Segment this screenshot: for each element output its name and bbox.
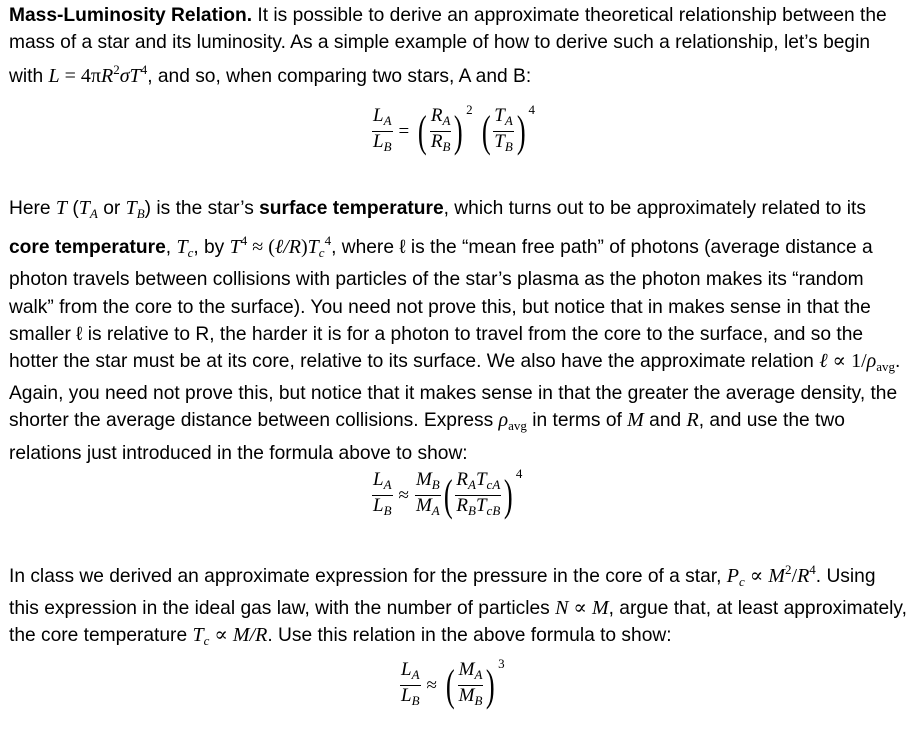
p2-text: is the star’s: [151, 198, 260, 219]
p3-text: In class we derived an approximate expression for the pressure in the core of a star,: [9, 566, 727, 587]
pressure-paragraph: In class we derived an approximate expression for the pressure in the core of a star, $P_c \propto M^2/R^4$. Using this expression in the ideal gas law, with the number of particles N ∝ M, argue that, at least approximately, the core temperature $T_c \propto M/R$. Use this relation in the above formula to show:: [9, 562, 907, 649]
section-heading: Mass-Luminosity Relation.: [9, 5, 253, 26]
intro-paragraph: Mass-Luminosity Relation. It is possible to derive an approximate theoretical relationship between the mass of a star and its luminosity. As a simple example of how to derive such a relationship, let’s begin with $L = 4\pi R^2\sigma T^4$, and so, when comparing two stars, A and B:: [9, 5, 887, 88]
temperature-paragraph: Here T ($T_A$ or $T_B$) is the star’s surface temperature, which turns out to be approximately related to its core temperature, $T_c$, by $T^4$ ≈ $(\ell/R)T_c^4$, where ℓ is the “mean free path” of photons (average distance a photon travels between collisions with particles of the star’s plasma as the photon makes its “random walk” from the core to the surface). You need not prove this, but notice that in makes sense in that the smaller ℓ is relative to R, the harder it is for a photon to travel from the core to the surface, and so the hotter the star must be at its core, relative to its surface. We also have the approximate relation ℓ ∝ $1/\rho_{avg}$. Again, you need not prove this, but notice that it makes sense in that the greater the average density, the shorter the average distance between collisions. Express $\rho_{avg}$ in terms of M and R, and use the two relations just introduced in the formula above to show:: [9, 197, 901, 464]
core-temperature-term: core temperature: [9, 237, 166, 259]
lhs-fraction: $\frac{L_A}{L_B}$: [372, 106, 393, 157]
p3-text: , argue that, at least approximately, the core temperature: [9, 598, 907, 647]
lhs-fraction: $\frac{L_A}{L_B}$: [372, 470, 393, 521]
mass-ratio: $\frac{M_B}{M_A}$: [415, 470, 441, 521]
intro-text-end: , and so, when comparing two stars, A and B:: [147, 66, 532, 88]
mass-exponent: 3: [498, 656, 505, 671]
p2-text: Here: [9, 198, 56, 219]
ratio-exponent: 4: [515, 466, 523, 481]
equals-sign: =: [398, 120, 410, 142]
radius-temp-ratio: $\frac{R_AT_{cA}}{R_BT_{cB}}$: [455, 470, 501, 521]
p2-text: in terms of: [526, 410, 628, 432]
p2-text: . Again, you need not prove this, but notice that it makes sense in that the greater the average density, the shorter the average distance between collisions. Express: [9, 351, 901, 432]
temperature-ratio: $\frac{T_A}{T_B}$: [493, 106, 514, 157]
p3-text: . Using this expression in the ideal gas law, with the number of particles: [9, 566, 876, 620]
surface-temperature-term: surface temperature: [259, 198, 444, 219]
radius-exponent: 2: [466, 102, 473, 117]
equation-luminosity-core-temp: $\frac{L_A}{L_B}$ ≈ $\frac{M_B}{M_A}$ ( $\frac{R_AT_{cA}}{R_BT_{cB}}$ ) 4: [373, 466, 523, 520]
luminosity-formula: L: [48, 65, 60, 88]
radius-ratio: $\frac{R_A}{R_B}$: [430, 106, 452, 157]
p2-text: , and use the two relations just introduced in the formula above to show:: [9, 410, 845, 464]
temperature-exponent: 4: [528, 102, 535, 117]
p2-text: , by: [193, 237, 230, 259]
lhs-fraction: $\frac{L_A}{L_B}$: [400, 660, 421, 711]
p2-text: and: [643, 410, 687, 432]
approx-sign: ≈: [426, 674, 437, 696]
p3-text: . Use this relation in the above formula to show:: [267, 625, 672, 647]
p2-text: , which turns out to be approximately related to its: [443, 198, 866, 219]
intro-text: It is possible to derive an approximate theoretical relationship between the mass of a star and its luminosity. As a simple example of how to derive such a relationship, let’s begin with: [9, 5, 887, 88]
equation-mass-luminosity: $\frac{L_A}{L_B}$ ≈ ( $\frac{M_A}{M_B}$ ) 3: [401, 656, 505, 710]
p2-text: , where ℓ is the “mean free path” of photons (average distance a photon travels between collisions with particles of the star’s plasma as the photon makes its “random walk” from the core to the surface). You need not prove this, but notice that in makes sense in that the smaller ℓ is relative to R, the harder it is for a photon to travel from the core to the surface, and so the hotter the star must be at its core, relative to its surface. We also have the approximate relation: [9, 237, 873, 373]
equation-luminosity-ratio: $\frac{L_A}{L_B}$ = ( $\frac{R_A}{R_B}$ ) 2 ( $\frac{T_A}{T_B}$ ) 4: [373, 102, 535, 156]
approx-sign: ≈: [398, 484, 409, 506]
mass-ratio: $\frac{M_A}{M_B}$: [458, 660, 484, 711]
